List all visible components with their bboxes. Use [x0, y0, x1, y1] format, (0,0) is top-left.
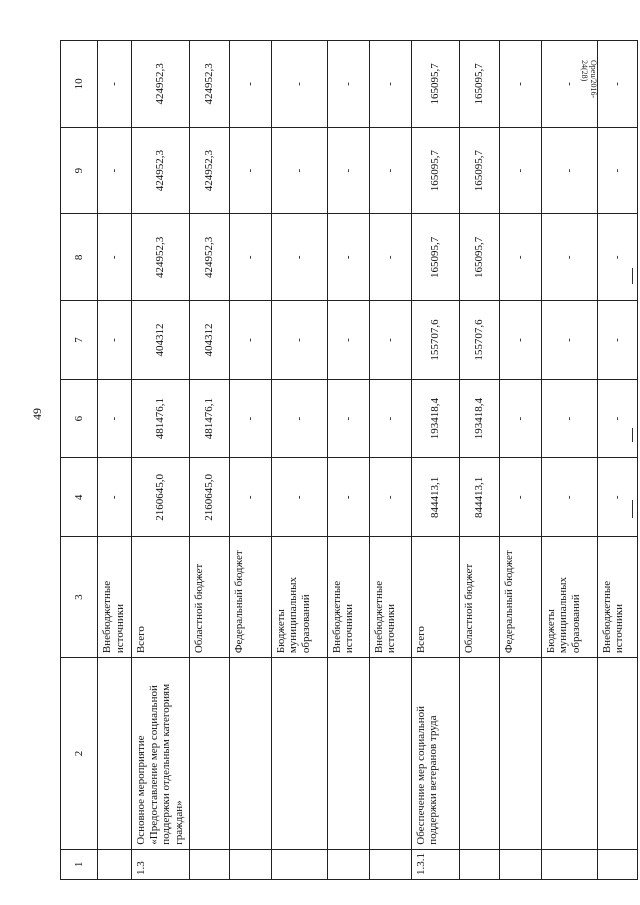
- table-cell-text: Основное мероприятие «Предоставление мер социальной поддержки отдельным категориям граждан»: [132, 658, 190, 850]
- table-row: [327, 41, 369, 880]
- table-cell-text: [98, 849, 132, 879]
- table-cell-value: -: [597, 458, 637, 537]
- budget-table: [60, 40, 638, 880]
- table-cell-value: 165095,7: [411, 127, 459, 214]
- table-cell-value: -: [369, 127, 411, 214]
- table-cell-value: -: [541, 127, 597, 214]
- header-cell: 3: [61, 537, 98, 658]
- table-cell-text: [597, 658, 637, 850]
- table-cell-text: [327, 658, 369, 850]
- table-cell-value: 193418,4: [411, 379, 459, 458]
- table-body: [98, 41, 638, 880]
- table-cell-value: -: [369, 41, 411, 128]
- table-cell-value: 424952,3: [132, 214, 190, 301]
- table-cell-text: [597, 849, 637, 879]
- table-cell-value: -: [541, 379, 597, 458]
- table-cell-value: -: [98, 301, 132, 380]
- table-cell-value: 844413,1: [459, 458, 499, 537]
- header-cell: 7: [61, 301, 98, 380]
- header-cell: 1: [61, 849, 98, 879]
- table-cell-value: -: [327, 127, 369, 214]
- table-cell-value: -: [229, 41, 271, 128]
- table-cell-value: 155707,6: [459, 301, 499, 380]
- table-cell-value: -: [541, 41, 597, 128]
- table-cell-value: -: [369, 379, 411, 458]
- table-row: [271, 41, 327, 880]
- table-row: [229, 41, 271, 880]
- table-cell-value: 165095,7: [459, 127, 499, 214]
- table-cell-text: [459, 849, 499, 879]
- table-cell-value: -: [499, 379, 541, 458]
- table-cell-value: -: [327, 379, 369, 458]
- table-cell-value: -: [499, 127, 541, 214]
- table-cell-value: -: [271, 127, 327, 214]
- table-cell-value: 424952,3: [189, 214, 229, 301]
- table-cell-text: 1.3: [132, 849, 190, 879]
- header-row: [61, 41, 98, 880]
- table-cell-text: [189, 849, 229, 879]
- table-cell-value: -: [229, 301, 271, 380]
- table-cell-text: [369, 849, 411, 879]
- table-cell-value: -: [369, 214, 411, 301]
- table-cell-text: Обеспечение мер социальной поддержки ветеранов труда: [411, 658, 459, 850]
- table-cell-value: 424952,3: [189, 41, 229, 128]
- table-cell-value: 424952,3: [132, 41, 190, 128]
- table-cell-text: Внебюджетные источники: [597, 537, 637, 658]
- table-cell-text: Внебюджетные источники: [327, 537, 369, 658]
- table-cell-value: -: [271, 379, 327, 458]
- table-cell-value: -: [327, 214, 369, 301]
- table-cell-text: Областной бюджет: [189, 537, 229, 658]
- table-row: [541, 41, 597, 880]
- scan-mark: [632, 500, 633, 518]
- table-cell-value: -: [229, 458, 271, 537]
- table-cell-text: Федеральный бюджет: [229, 537, 271, 658]
- table-cell-value: 424952,3: [132, 127, 190, 214]
- table-row: [132, 41, 190, 880]
- header-cell: 9: [61, 127, 98, 214]
- table-cell-text: Всего: [132, 537, 190, 658]
- table-cell-value: 2160645,0: [189, 458, 229, 537]
- table-cell-value: 2160645,0: [132, 458, 190, 537]
- table-row: [597, 41, 637, 880]
- table-row: [98, 41, 132, 880]
- table-cell-value: -: [271, 214, 327, 301]
- table-cell-value: -: [327, 458, 369, 537]
- scan-mark: [632, 428, 633, 442]
- table-row: [369, 41, 411, 880]
- table-cell-value: 165095,7: [459, 214, 499, 301]
- table-cell-value: -: [229, 214, 271, 301]
- table-cell-text: [229, 849, 271, 879]
- table-cell-value: 165095,7: [411, 41, 459, 128]
- table-cell-value: -: [327, 41, 369, 128]
- table-cell-value: -: [369, 301, 411, 380]
- table-cell-value: 424952,3: [189, 127, 229, 214]
- table-cell-value: -: [327, 301, 369, 380]
- table-cell-text: Бюджеты муниципальных образований: [271, 537, 327, 658]
- table-cell-text: Федеральный бюджет: [499, 537, 541, 658]
- table-cell-text: Бюджеты муниципальных образований: [541, 537, 597, 658]
- table-cell-value: -: [271, 301, 327, 380]
- table-cell-value: -: [98, 41, 132, 128]
- table-cell-value: 193418,4: [459, 379, 499, 458]
- table-cell-text: 1.3.1: [411, 849, 459, 879]
- table-cell-value: 844413,1: [411, 458, 459, 537]
- table-cell-value: 155707,6: [411, 301, 459, 380]
- table-cell-text: [499, 849, 541, 879]
- budget-table-container: [60, 40, 626, 880]
- scan-mark: [632, 268, 633, 284]
- table-cell-value: -: [597, 41, 637, 128]
- table-cell-text: [541, 849, 597, 879]
- table-cell-value: -: [541, 301, 597, 380]
- table-cell-value: -: [499, 214, 541, 301]
- table-cell-text: [459, 658, 499, 850]
- table-cell-text: [499, 658, 541, 850]
- table-cell-value: -: [541, 458, 597, 537]
- table-cell-value: -: [271, 41, 327, 128]
- table-cell-text: [189, 658, 229, 850]
- table-cell-value: -: [98, 458, 132, 537]
- table-cell-text: [98, 658, 132, 850]
- header-cell: 6: [61, 379, 98, 458]
- table-cell-value: -: [369, 458, 411, 537]
- table-cell-value: -: [499, 41, 541, 128]
- table-cell-text: [271, 658, 327, 850]
- table-cell-value: 165095,7: [459, 41, 499, 128]
- header-cell: 4: [61, 458, 98, 537]
- header-cell: 10: [61, 41, 98, 128]
- table-cell-value: -: [541, 214, 597, 301]
- table-cell-value: 404312: [189, 301, 229, 380]
- table-cell-value: 481476,1: [132, 379, 190, 458]
- header-cell: 8: [61, 214, 98, 301]
- table-cell-value: -: [597, 214, 637, 301]
- table-cell-value: -: [98, 127, 132, 214]
- table-cell-text: [369, 658, 411, 850]
- document-code: Opeu/2016-24(28): [580, 60, 598, 99]
- table-cell-value: 481476,1: [189, 379, 229, 458]
- table-cell-value: -: [229, 127, 271, 214]
- table-cell-value: -: [499, 301, 541, 380]
- table-row: [459, 41, 499, 880]
- table-row: [189, 41, 229, 880]
- page-number: 49: [30, 408, 44, 420]
- table-row: [499, 41, 541, 880]
- table-cell-text: Областной бюджет: [459, 537, 499, 658]
- table-row: [411, 41, 459, 880]
- table-cell-value: -: [499, 458, 541, 537]
- table-cell-value: -: [597, 379, 637, 458]
- table-cell-value: -: [597, 127, 637, 214]
- header-cell: 2: [61, 658, 98, 850]
- table-cell-text: Внебюджетные источники: [369, 537, 411, 658]
- table-cell-value: 165095,7: [411, 214, 459, 301]
- table-cell-value: -: [271, 458, 327, 537]
- table-cell-value: -: [597, 301, 637, 380]
- table-cell-value: -: [229, 379, 271, 458]
- table-cell-value: 404312: [132, 301, 190, 380]
- table-cell-value: -: [98, 214, 132, 301]
- table-cell-text: [327, 849, 369, 879]
- table-cell-text: Внебюджетные источники: [98, 537, 132, 658]
- table-cell-text: [229, 658, 271, 850]
- table-cell-value: -: [98, 379, 132, 458]
- table-cell-text: Всего: [411, 537, 459, 658]
- table-cell-text: [271, 849, 327, 879]
- table-cell-text: [541, 658, 597, 850]
